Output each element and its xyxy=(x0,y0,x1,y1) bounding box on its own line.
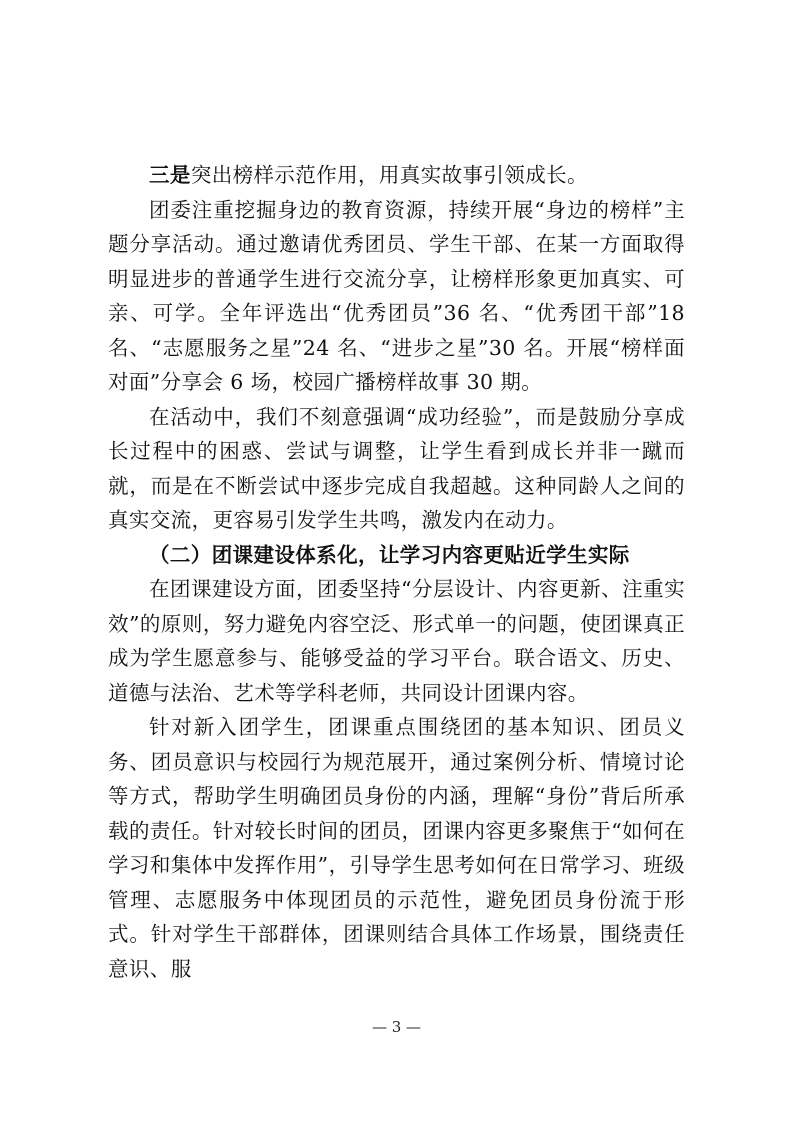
paragraph-text: 团委注重挖掘身边的教育资源，持续开展“身边的榜样”主题分享活动。通过邀请优秀团员、学生干部、在某一方面取得明显进步的普通学生进行交流分享，让榜样形象更加真实、可亲、可学。全年评选出“优秀团员”36 名、“优秀团干部”18 名、“志愿服务之星”24 名、“进步之星”30 名。开展“榜样面对面”分享会 6 场，校园广播榜样故事 30 期。 xyxy=(108,197,685,394)
paragraph-course-tiers xyxy=(108,710,685,986)
paragraph-role-models-intro xyxy=(108,158,685,193)
paragraph-text: 在活动中，我们不刻意强调“成功经验”，而是鼓励分享成长过程中的困惑、尝试与调整，让学生看到成长并非一蹴而就，而是在不断尝试中逐步完成自我超越。这种同龄人之间的真实交流，更容易引发学生共鸣，激发内在动力。 xyxy=(108,404,685,532)
paragraph-course-principles xyxy=(108,572,685,710)
document-body xyxy=(108,158,685,986)
page-number: — 3 — xyxy=(371,1018,422,1036)
section-heading: （二）团课建设体系化，让学习内容更贴近学生实际 xyxy=(149,542,630,567)
paragraph-role-models-activity xyxy=(108,193,685,400)
paragraph-text: 突出榜样示范作用，用真实故事引领成长。 xyxy=(190,163,588,187)
paragraph-text: 在团课建设方面，团委坚持“分层设计、内容更新、注重实效”的原则，努力避免内容空泛、形式单一的问题，使团课真正成为学生愿意参与、能够受益的学习平台。联合语文、历史、道德与法治、艺术等学科老师，共同设计团课内容。 xyxy=(108,577,685,705)
paragraph-role-models-reflection xyxy=(108,400,685,538)
paragraph-text: 针对新入团学生，团课重点围绕团的基本知识、团员义务、团员意识与校园行为规范展开，通过案例分析、情境讨论等方式，帮助学生明确团员身份的内涵，理解“身份”背后所承载的责任。针对较长时间的团员，团课内容更多聚焦于“如何在学习和集体中发挥作用”，引导学生思考如何在日常学习、班级管理、志愿服务中体现团员的示范性，避免团员身份流于形式。针对学生干部群体，团课则结合具体工作场景，围绕责任意识、服 xyxy=(108,715,685,981)
paragraph-lead: 三是 xyxy=(149,163,191,187)
